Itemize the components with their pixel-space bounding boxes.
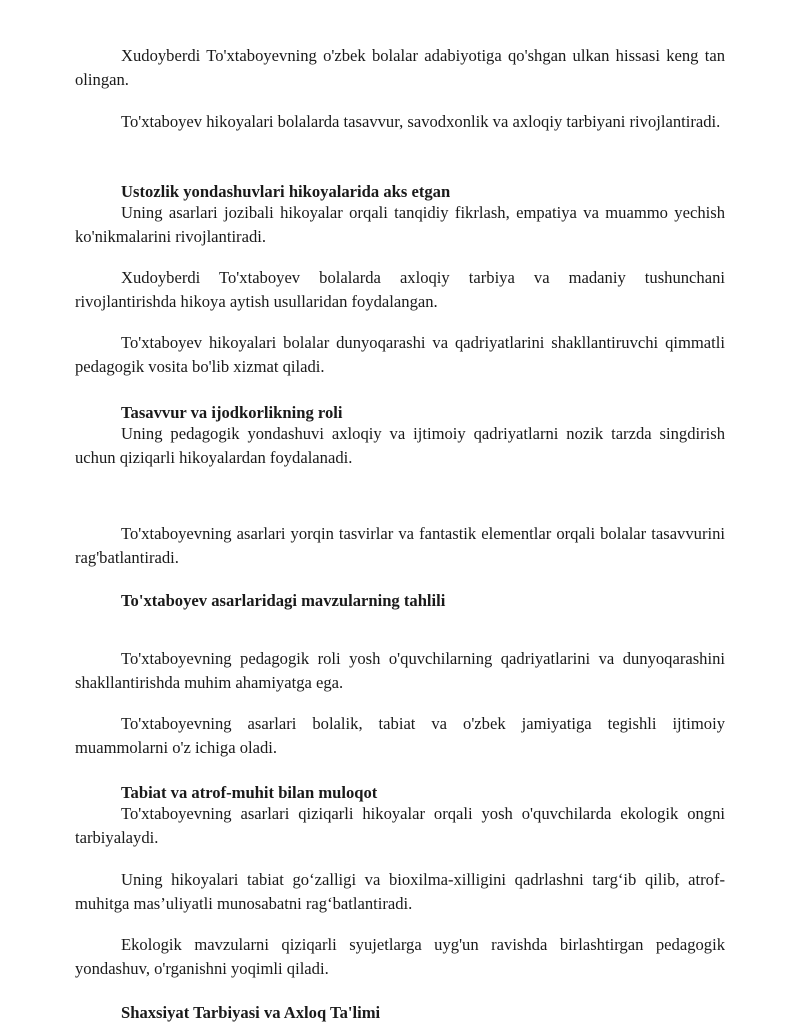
section-heading: Ustozlik yondashuvlari hikoyalarida aks etgan [121,182,451,201]
paragraph: Xudoyberdi To'xtaboyev bolalarda axloqiy tarbiya va madaniy tushunchani rivojlantirishda hikoya aytish usullaridan foydalangan. [75,268,725,311]
section-heading: To'xtaboyev asarlaridagi mavzularning tahlili [121,591,446,610]
section-heading: Shaxsiyat Tarbiyasi va Axloq Ta'limi [121,1003,381,1022]
paragraph: To'xtaboyevning asarlari qiziqarli hikoyalar orqali yosh o'quvchilarda ekologik ongni tarbiyalaydi. [75,804,725,847]
paragraph: To'xtaboyev hikoyalari bolalarda tasavvur, savodxonlik va axloqiy tarbiyani rivojlantiradi. [121,112,721,131]
paragraph: Xudoyberdi To'xtaboyevning o'zbek bolalar adabiyotiga qo'shgan ulkan hissasi keng tan olingan. [75,46,725,89]
section-heading: Tabiat va atrof-muhit bilan muloqot [121,783,378,802]
paragraph: Uning hikoyalari tabiat go‘zalligi va bioxilma-xilligini qadrlashni targ‘ib qilib, atrof-muhitga mas’uliyatli munosabatni rag‘batlantiradi. [75,870,725,913]
paragraph: To'xtaboyevning asarlari bolalik, tabiat va o'zbek jamiyatiga tegishli ijtimoiy muammolarni o'z ichiga oladi. [75,714,725,757]
paragraph: Ekologik mavzularni qiziqarli syujetlarga uyg'un ravishda birlashtirgan pedagogik yondashuv, o'rganishni yoqimli qiladi. [75,935,725,978]
paragraph: To'xtaboyevning pedagogik roli yosh o'quvchilarning qadriyatlarini va dunyoqarashini shakllantirishda muhim ahamiyatga ega. [75,649,725,692]
paragraph: Uning pedagogik yondashuvi axloqiy va ijtimoiy qadriyatlarni nozik tarzda singdirish uchun qiziqarli hikoyalardan foydalanadi. [75,424,725,467]
paragraph: Uning asarlari jozibali hikoyalar orqali tanqidiy fikrlash, empatiya va muammo yechish ko'nikmalarini rivojlantiradi. [75,203,725,246]
section-heading: Tasavvur va ijodkorlikning roli [121,403,343,422]
paragraph: To'xtaboyevning asarlari yorqin tasvirlar va fantastik elementlar orqali bolalar tasavvurini rag'batlantiradi. [75,524,725,567]
paragraph: To'xtaboyev hikoyalari bolalar dunyoqarashi va qadriyatlarini shakllantiruvchi qimmatli pedagogik vosita bo'lib xizmat qiladi. [75,333,725,376]
